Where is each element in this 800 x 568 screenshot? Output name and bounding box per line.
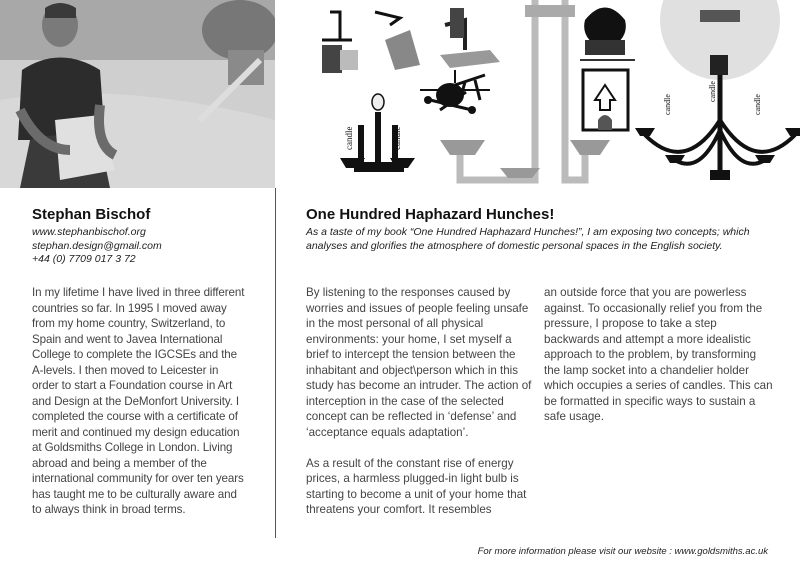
profile-website[interactable]: www.stephanbischof.org <box>32 226 146 238</box>
candle-label-4: candle <box>753 94 762 115</box>
profile-contact <box>32 226 162 267</box>
article-subtitle: As a taste of my book “One Hundred Haphazard Hunches!”, I am exposing two concepts; which analyses and glorifies the atmosphere of domestic personal spaces in the English society. <box>306 226 750 252</box>
footer-note: For more information please visit our website : www.goldsmiths.ac.uk <box>477 546 768 557</box>
lamp-sketches <box>300 0 800 192</box>
profile-phone: +44 (0) 7709 017 3 72 <box>32 253 136 265</box>
profile-name: Stephan Bischof <box>32 206 151 223</box>
column-divider <box>275 188 276 538</box>
article-title: One Hundred Haphazard Hunches! <box>306 206 555 223</box>
profile-email[interactable]: stephan.design@gmail.com <box>32 239 162 252</box>
candle-label-1: candle <box>344 126 354 150</box>
portrait-photo <box>0 0 275 188</box>
article-paragraph-3: an outside force that you are powerless against. To occasionally relief you from the pressure, I propose to take a step backwards and attempt a more idealistic approach to the problem, by transforming the lamp socket into a chandelier holder which occupies a series of candles. This can be formatted in specific ways to sustain a safe usage. <box>544 286 773 423</box>
profile-bio: In my lifetime I have lived in three different countries so far. In 1995 I moved away from my home country, Switzerland, to Spain and went to Javea International College to complete the IGCSEs and the A-levels. I then moved to Leicester in order to start a Foundation course in Art and Design at the DeMonfort University. I completed the course with a certificate of merit and continued my design education at Goldsmiths College in London. Living abroad and being a member of the international community for over ten years has taught me to be culturally aware and to always think in broad terms. <box>32 286 245 516</box>
candle-label-3: candle <box>663 94 672 115</box>
article-paragraph-1: By listening to the responses caused by worries and issues of people feeling unsafe in the most personal of all physical environments: your home, I set myself a brief to intercept the tension between the inhabitant and object\person which in this study has become an intruder. The action of interception in the case of the selected concept can be reflected in ‘defense’ and ‘acceptance equals adaptation’. <box>306 286 532 439</box>
article-column-1 <box>306 285 534 533</box>
candle-label-2: candle <box>392 126 402 150</box>
candle-label-5: candle <box>708 81 717 102</box>
portrait-illustration <box>0 0 275 188</box>
chandelier-illustrations <box>300 0 800 192</box>
article-column-2 <box>544 285 774 440</box>
article-paragraph-2: As a result of the constant rise of energy prices, a harmless plugged-in light bulb is starting to become a unit of your home that threatens your comfort. It resembles <box>306 456 527 516</box>
